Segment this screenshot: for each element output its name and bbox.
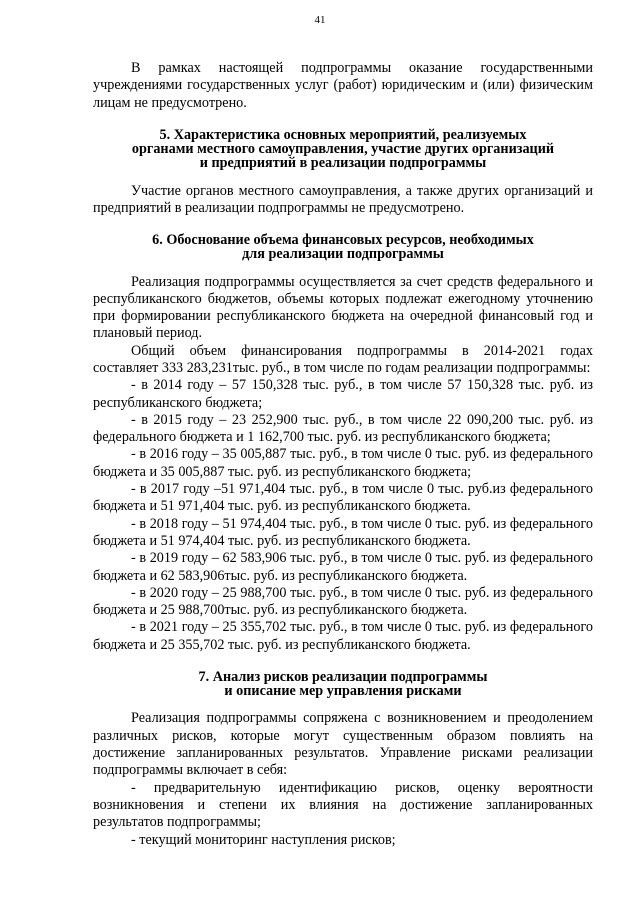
heading-line: органами местного самоуправления, участие других организаций — [131, 141, 555, 158]
risk-item: - предварительную идентификацию рисков, оценку вероятности возникновения и степени их влияния на достижение запланированных результатов подпрограммы; — [93, 779, 593, 831]
heading-line: 5. Характеристика основных мероприятий, реализуемых — [159, 126, 527, 143]
section-5-heading — [93, 128, 593, 171]
intro-paragraph: В рамках настоящей подпрограммы оказание государственными учреждениями государственных услуг (работ) юридическим и (или) физическим лицам не предусмотрено. — [93, 60, 593, 111]
section-7-heading — [93, 670, 593, 698]
section-5-text: Участие органов местного самоуправления, а также других организаций и предприятий в реализации подпрограммы не предусмотрено. — [93, 182, 593, 216]
funding-year-item: - в 2021 году – 25 355,702 тыс. руб., в том числе 0 тыс. руб. из федерального бюджета и 25 355,702 тыс. руб. из республиканского бюджета. — [93, 619, 593, 653]
section-6-heading — [93, 233, 593, 261]
funding-year-item: - в 2017 году –51 971,404 тыс. руб., в том числе 0 тыс. руб.из федерального бюджета и 51 971,404 тыс. руб. из республиканского бюджета. — [93, 481, 593, 515]
section-6-paragraph-2: Общий объем финансирования подпрограммы в 2014-2021 годах составляет 333 283,231тыс. руб., в том числе по годам реализации подпрограммы: — [93, 342, 593, 376]
section-6-paragraph-1: Реализация подпрограммы осуществляется за счет средств федерального и республиканского бюджетов, объемы которых подлежат ежегодному уточнению при формировании республиканского бюджета на очередной финансовый год и плановый период. — [93, 273, 593, 342]
funding-year-item: - в 2016 году – 35 005,887 тыс. руб., в том числе 0 тыс. руб. из федерального бюджета и 35 005,887 тыс. руб. из республиканского бюджета; — [93, 446, 593, 480]
heading-line: и предприятий в реализации подпрограммы — [199, 155, 487, 172]
funding-year-item: - в 2019 году – 62 583,906 тыс. руб., в том числе 0 тыс. руб. из федерального бюджета и 62 583,906тыс. руб. из республиканского бюджета. — [93, 550, 593, 584]
section-7-paragraph-1: Реализация подпрограммы сопряжена с возникновением и преодолением различных рисков, которые могут существенным образом повлиять на достижение запланированных результатов. Управление рисками реализации подпрограммы включает в себя: — [93, 710, 593, 779]
heading-line: для реализации подпрограммы — [242, 246, 444, 263]
heading-line: 6. Обоснование объема финансовых ресурсов, необходимых — [152, 232, 534, 249]
heading-line: 7. Анализ рисков реализации подпрограммы — [198, 669, 488, 686]
funding-year-item: - в 2014 году – 57 150,328 тыс. руб., в том числе 57 150,328 тыс. руб. из республиканского бюджета; — [93, 377, 593, 411]
page-content — [93, 60, 593, 849]
funding-year-item: - в 2020 году – 25 988,700 тыс. руб., в том числе 0 тыс. руб. из федерального бюджета и 25 988,700тыс. руб. из республиканского бюджета. — [93, 584, 593, 619]
funding-year-item: - в 2018 году – 51 974,404 тыс. руб., в том числе 0 тыс. руб. из федерального бюджета и 51 974,404 тыс. руб. из республиканского бюджета. — [93, 515, 593, 549]
page-number: 41 — [314, 14, 326, 26]
risk-item: - текущий мониторинг наступления рисков; — [131, 831, 396, 848]
heading-line: и описание мер управления рисками — [224, 683, 462, 700]
funding-year-item: - в 2015 году – 23 252,900 тыс. руб., в том числе 22 090,200 тыс. руб. из федерального бюджета и 1 162,700 тыс. руб. из республиканского бюджета; — [93, 411, 593, 446]
